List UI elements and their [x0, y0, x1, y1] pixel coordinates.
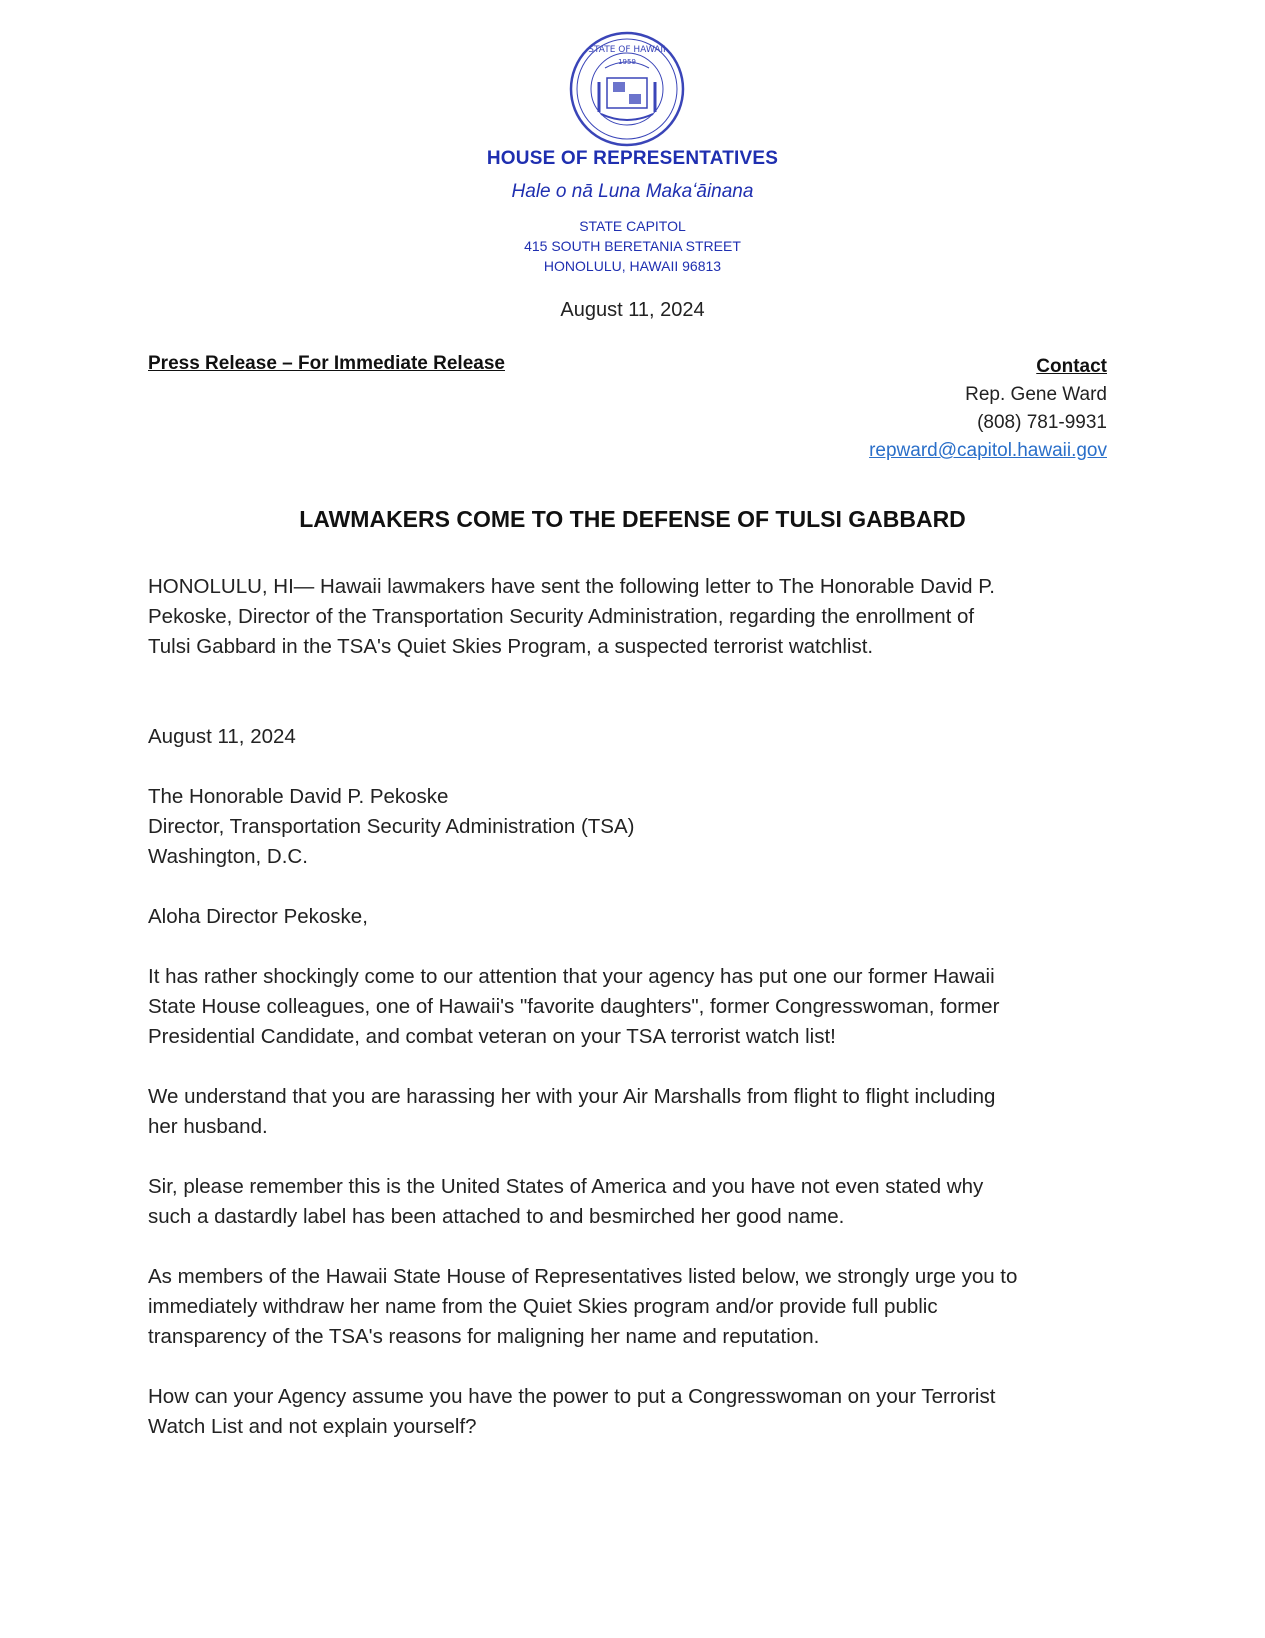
text-line: State House colleagues, one of Hawaii's "favorite daughters", former Congresswoman, former [148, 995, 1000, 1018]
text-line: Washington, D.C. [148, 845, 308, 868]
press-release-label: Press Release – For Immediate Release [148, 353, 505, 374]
state-seal-icon [565, 30, 689, 148]
address-line: 415 SOUTH BERETANIA STREET [524, 238, 741, 254]
text-line: such a dastardly label has been attached to and besmirched her good name. [148, 1205, 845, 1228]
contact-heading: Contact [1036, 356, 1107, 377]
text-line: How can your Agency assume you have the power to put a Congresswoman on your Terrorist [148, 1385, 996, 1408]
contact-phone: (808) 781-9931 [977, 412, 1107, 433]
text-line: immediately withdraw her name from the Quiet Skies program and/or provide full public [148, 1295, 938, 1318]
svg-text:STATE OF HAWAII: STATE OF HAWAII [588, 45, 666, 55]
letter-paragraph [148, 1082, 1108, 1142]
letter-paragraph [148, 1382, 1108, 1442]
text-line: her husband. [148, 1115, 268, 1138]
svg-text:1959: 1959 [618, 58, 636, 66]
letter-paragraph [148, 1172, 1108, 1232]
house-title: HOUSE OF REPRESENTATIVES [486, 148, 779, 169]
address-line: HONOLULU, HAWAII 96813 [543, 258, 722, 274]
text-line: It has rather shockingly come to our attention that your agency has put one our former Hawaii [148, 965, 995, 988]
letter-paragraph [148, 962, 1108, 1052]
text-line: Pekoske, Director of the Transportation Security Administration, regarding the enrollment of [148, 605, 975, 628]
letter-paragraph [148, 1262, 1108, 1352]
contact-block [869, 353, 1107, 465]
contact-email-link[interactable]: repward@capitol.hawaii.gov [869, 440, 1107, 461]
text-line: Watch List and not explain yourself? [148, 1415, 477, 1438]
text-line: HONOLULU, HI— Hawaii lawmakers have sent the following letter to The Honorable David P. [148, 575, 995, 598]
text-line: We understand that you are harassing her with your Air Marshalls from flight to flight including [148, 1085, 996, 1108]
text-line: Tulsi Gabbard in the TSA's Quiet Skies Program, a suspected terrorist watchlist. [148, 635, 874, 658]
headline: LAWMAKERS COME TO THE DEFENSE OF TULSI GABBARD [299, 506, 966, 532]
release-date: August 11, 2024 [560, 299, 705, 321]
text-line: Director, Transportation Security Administration (TSA) [148, 815, 635, 838]
letter-recipient [148, 782, 1108, 872]
letter-date: August 11, 2024 [148, 725, 296, 748]
text-line: Sir, please remember this is the United States of America and you have not even stated why [148, 1175, 984, 1198]
intro-paragraph [148, 572, 1108, 662]
address-line: STATE CAPITOL [579, 218, 686, 234]
text-line: As members of the Hawaii State House of Representatives listed below, we strongly urge you to [148, 1265, 1018, 1288]
letter-greeting: Aloha Director Pekoske, [148, 905, 368, 928]
text-line: Presidential Candidate, and combat veteran on your TSA terrorist watch list! [148, 1025, 836, 1048]
text-line: transparency of the TSA's reasons for maligning her name and reputation. [148, 1325, 820, 1348]
contact-name: Rep. Gene Ward [965, 384, 1107, 405]
house-subtitle: Hale o nā Luna Makaʻāinana [511, 181, 754, 202]
text-line: The Honorable David P. Pekoske [148, 785, 449, 808]
